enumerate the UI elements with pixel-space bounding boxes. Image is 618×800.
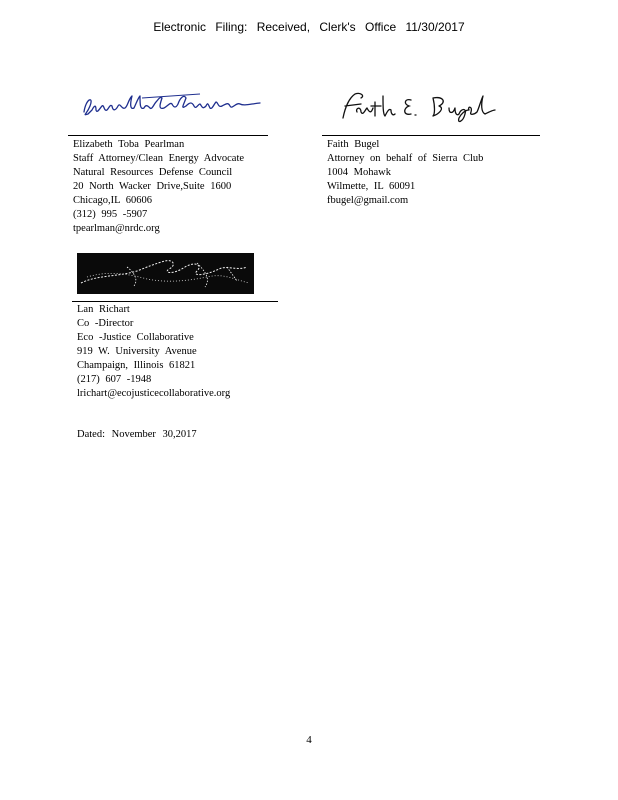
dated-line: Dated: November 30,2017	[77, 429, 197, 440]
signatory-name: Lan Richart	[77, 304, 130, 315]
signatory-block-bugel	[327, 138, 483, 208]
signature-line-3	[72, 301, 278, 302]
signature-bugel	[335, 88, 500, 128]
electronic-filing-header: Electronic Filing: Received, Clerk's Office 11/30/2017	[153, 20, 465, 34]
signatory-address: 20 North Wacker Drive,Suite 1600	[73, 181, 232, 192]
signature-richart	[77, 253, 254, 294]
signatory-title: Staff Attorney/Clean Energy Advocate	[73, 153, 245, 164]
signatory-name: Elizabeth Toba Pearlman	[73, 139, 185, 150]
signatory-block-richart	[77, 303, 230, 401]
signature-pearlman	[80, 88, 265, 124]
signatory-organization: Natural Resources Defense Council	[73, 167, 233, 178]
signatory-phone: (312) 995 -5907	[73, 209, 148, 220]
signatory-title: Attorney on behalf of Sierra Club	[327, 153, 484, 164]
signatory-block-pearlman	[73, 138, 244, 236]
signatory-address: 919 W. University Avenue	[77, 346, 197, 357]
signatory-name: Faith Bugel	[327, 139, 380, 150]
signature-line-2	[322, 135, 540, 136]
signatory-email: tpearlman@nrdc.org	[73, 223, 160, 234]
signatory-city: Chicago,IL 60606	[73, 195, 153, 206]
signatory-organization: Eco -Justice Collaborative	[77, 332, 194, 343]
signatory-email: fbugel@gmail.com	[327, 195, 409, 206]
signatory-title: Co -Director	[77, 318, 134, 329]
signature-line-1	[68, 135, 268, 136]
page-number: 4	[306, 734, 312, 746]
signatory-email: lrichart@ecojusticecollaborative.org	[77, 388, 231, 399]
signatory-address: 1004 Mohawk	[327, 167, 391, 178]
signatory-phone: (217) 607 -1948	[77, 374, 152, 385]
signatory-city: Wilmette, IL 60091	[327, 181, 416, 192]
signatory-city: Champaign, Illinois 61821	[77, 360, 196, 371]
